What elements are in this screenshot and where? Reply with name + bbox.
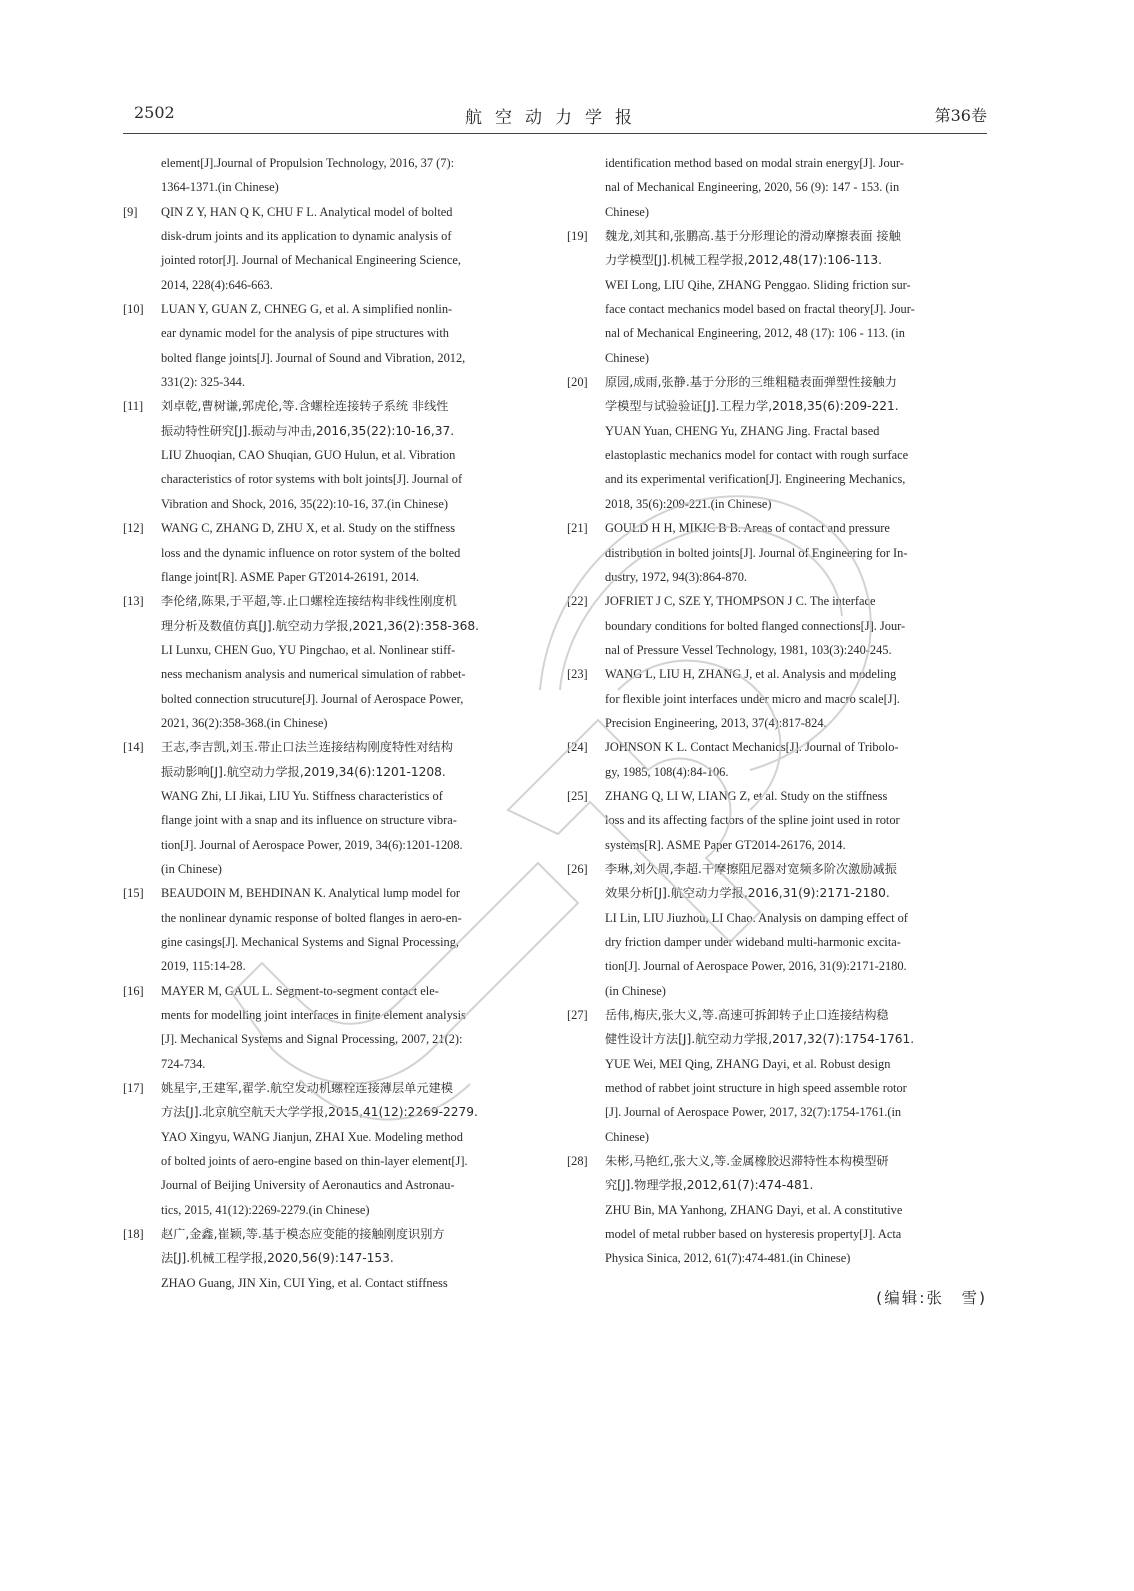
reference-number: [23]	[567, 667, 588, 682]
reference-text: 振动特性研究[J].振动与冲击,2016,35(22):10-16,37.	[161, 423, 455, 438]
reference-text: 李伦绪,陈果,于平超,等.止口螺栓连接结构非线性刚度机	[161, 594, 457, 609]
reference-number: [12]	[123, 521, 144, 536]
reference-text: [J]. Mechanical Systems and Signal Processing, 2007, 21(2):	[161, 1032, 463, 1047]
reference-line	[123, 1173, 553, 1197]
reference-line	[567, 467, 997, 491]
reference-text: distribution in bolted joints[J]. Journal of Engineering for In-	[605, 545, 908, 560]
reference-text: WANG Zhi, LI Jikai, LIU Yu. Stiffness characteristics of	[161, 788, 443, 803]
reference-text: 原园,成雨,张静.基于分形的三维粗糙表面弹塑性接触力	[605, 375, 897, 390]
reference-text: and its experimental verification[J]. Engineering Mechanics,	[605, 472, 906, 487]
reference-line	[123, 346, 553, 370]
reference-text: WEI Long, LIU Qihe, ZHANG Penggao. Sliding friction sur-	[605, 277, 911, 292]
reference-text: 效果分析[J].航空动力学报,2016,31(9):2171-2180.	[605, 886, 890, 901]
reference-line	[567, 1076, 997, 1100]
reference-text: Vibration and Shock, 2016, 35(22):10-16, 37.(in Chinese)	[161, 496, 448, 511]
reference-line	[567, 248, 997, 272]
editor-note: (编辑:张 雪)	[876, 1289, 987, 1307]
reference-text: element[J].Journal of Propulsion Technology, 2016, 37 (7):	[161, 156, 455, 170]
reference-text: of bolted joints of aero-engine based on thin-layer element[J].	[161, 1154, 468, 1169]
reference-number: [27]	[567, 1008, 588, 1023]
reference-line	[123, 516, 553, 540]
reference-number: [10]	[123, 302, 144, 317]
reference-text: JOFRIET J C, SZE Y, THOMPSON J C. The interface	[605, 594, 876, 609]
reference-text: gy, 1985, 108(4):84-106.	[605, 764, 729, 779]
reference-text: (in Chinese)	[605, 983, 666, 998]
reference-line	[123, 711, 553, 735]
reference-text: flange joint with a snap and its influence on structure vibra-	[161, 813, 457, 828]
reference-text: loss and the dynamic influence on rotor system of the bolted	[161, 545, 461, 560]
reference-line	[123, 297, 553, 321]
reference-line	[567, 614, 997, 638]
reference-text: 724-734.	[161, 1056, 206, 1071]
reference-line	[123, 467, 553, 491]
reference-number: [18]	[123, 1227, 144, 1242]
reference-text: 2014, 228(4):646-663.	[161, 277, 273, 292]
reference-line	[123, 248, 553, 272]
reference-text: elastoplastic mechanics model for contact with rough surface	[605, 448, 909, 463]
reference-line	[123, 200, 553, 224]
reference-line	[567, 954, 997, 978]
reference-text: JOHNSON K L. Contact Mechanics[J]. Journal of Tribolo-	[605, 740, 899, 755]
reference-line	[123, 1052, 553, 1076]
reference-text: 2019, 115:14-28.	[161, 959, 246, 974]
reference-line	[567, 273, 997, 297]
reference-line	[567, 1149, 997, 1173]
reference-text: 2018, 35(6):209-221.(in Chinese)	[605, 496, 772, 511]
reference-line	[567, 1100, 997, 1124]
reference-text: GOULD H H, MIKIC B B. Areas of contact and pressure	[605, 521, 890, 536]
reference-number: [19]	[567, 229, 588, 244]
reference-text: 岳伟,梅庆,张大义,等.高速可拆卸转子止口连接结构稳	[605, 1008, 889, 1023]
reference-line	[567, 1222, 997, 1246]
reference-line	[567, 297, 997, 321]
reference-line	[567, 687, 997, 711]
reference-line	[123, 1271, 553, 1295]
reference-line	[123, 1003, 553, 1027]
reference-line	[567, 1173, 997, 1197]
reference-text: gine casings[J]. Mechanical Systems and Signal Processing,	[161, 935, 460, 949]
reference-line	[567, 1125, 997, 1149]
reference-number: [20]	[567, 375, 588, 390]
reference-number: [13]	[123, 594, 144, 609]
reference-line	[123, 930, 553, 954]
reference-text: LI Lunxu, CHEN Guo, YU Pingchao, et al. Nonlinear stiff-	[161, 642, 456, 657]
reference-number: [24]	[567, 740, 588, 755]
reference-line	[567, 1246, 997, 1270]
reference-text: QIN Z Y, HAN Q K, CHU F L. Analytical model of bolted	[161, 204, 453, 219]
reference-line	[567, 1027, 997, 1051]
reference-text: Physica Sinica, 2012, 61(7):474-481.(in Chinese)	[605, 1251, 851, 1266]
reference-line	[123, 224, 553, 248]
reference-text: 1364-1371.(in Chinese)	[161, 180, 279, 195]
reference-text: 2021, 36(2):358-368.(in Chinese)	[161, 715, 328, 730]
reference-line	[567, 394, 997, 418]
reference-line	[123, 614, 553, 638]
reference-line	[567, 735, 997, 759]
reference-number: [15]	[123, 886, 144, 901]
reference-text: ZHANG Q, LI W, LIANG Z, et al. Study on the stiffness	[605, 788, 888, 803]
reference-text: dustry, 1972, 94(3):864-870.	[605, 569, 748, 584]
reference-text: 方法[J].北京航空航天大学学报,2015,41(12):2269-2279.	[161, 1105, 478, 1120]
reference-text: for flexible joint interfaces under micro and macro scale[J].	[605, 691, 900, 706]
reference-text: disk-drum joints and its application to dynamic analysis of	[161, 229, 452, 244]
reference-text: bolted connection strucuture[J]. Journal of Aerospace Power,	[161, 691, 464, 706]
reference-number: [25]	[567, 788, 588, 803]
reference-number: [26]	[567, 861, 588, 876]
reference-text: 理分析及数值仿真[J].航空动力学报,2021,36(2):358-368.	[161, 618, 480, 633]
reference-line	[567, 516, 997, 540]
reference-text: WANG C, ZHANG D, ZHU X, et al. Study on the stiffness	[161, 521, 456, 536]
reference-line	[123, 808, 553, 832]
reference-text: Chinese)	[605, 350, 650, 365]
reference-text: Chinese)	[605, 204, 650, 219]
reference-text: identification method based on modal strain energy[J]. Jour-	[605, 156, 904, 170]
reference-line	[567, 784, 997, 808]
reference-text: tion[J]. Journal of Aerospace Power, 2019, 34(6):1201-1208.	[161, 837, 463, 852]
reference-text: ZHAO Guang, JIN Xin, CUI Ying, et al. Contact stiffness	[161, 1275, 448, 1290]
reference-line	[567, 443, 997, 467]
reference-line	[123, 1246, 553, 1270]
reference-line	[123, 175, 553, 199]
reference-text: nal of Pressure Vessel Technology, 1981, 103(3):240-245.	[605, 642, 892, 657]
reference-text: 姚星宇,王建军,翟学.航空发动机螺栓连接薄层单元建模	[161, 1081, 453, 1096]
reference-line	[567, 1198, 997, 1222]
reference-text: [J]. Journal of Aerospace Power, 2017, 32(7):1754-1761.(in	[605, 1105, 902, 1120]
reference-line	[567, 589, 997, 613]
reference-line	[123, 784, 553, 808]
reference-text: 朱彬,马艳红,张大义,等.金属橡胶迟滞特性本构模型研	[605, 1154, 889, 1169]
reference-text: systems[R]. ASME Paper GT2014-26176, 2014.	[605, 837, 846, 852]
reference-line	[123, 979, 553, 1003]
reference-line	[123, 565, 553, 589]
reference-text: Chinese)	[605, 1129, 650, 1144]
reference-line	[123, 857, 553, 881]
reference-line	[567, 930, 997, 954]
reference-line	[123, 394, 553, 418]
reference-line	[123, 662, 553, 686]
reference-text: Journal of Beijing University of Aeronautics and Astronau-	[161, 1178, 455, 1193]
reference-line	[123, 1076, 553, 1100]
reference-line	[567, 979, 997, 1003]
reference-text: ness mechanism analysis and numerical simulation of rabbet-	[161, 667, 466, 682]
reference-line	[567, 711, 997, 735]
reference-line	[123, 151, 553, 175]
reference-line	[123, 1100, 553, 1124]
reference-line	[567, 492, 997, 516]
header-rule	[123, 133, 987, 134]
reference-text: YUAN Yuan, CHENG Yu, ZHANG Jing. Fractal based	[605, 423, 880, 438]
reference-text: method of rabbet joint structure in high speed assemble rotor	[605, 1081, 907, 1096]
reference-line	[123, 492, 553, 516]
reference-line	[123, 370, 553, 394]
reference-line	[123, 687, 553, 711]
reference-line	[567, 808, 997, 832]
reference-text: face contact mechanics model based on fractal theory[J]. Jour-	[605, 302, 915, 317]
reference-line	[567, 321, 997, 345]
reference-text: nal of Mechanical Engineering, 2012, 48 (17): 106 - 113. (in	[605, 326, 905, 341]
reference-text: 学模型与试验验证[J].工程力学,2018,35(6):209-221.	[605, 399, 899, 414]
reference-text: 331(2): 325-344.	[161, 375, 245, 390]
reference-line	[567, 857, 997, 881]
reference-line	[123, 419, 553, 443]
reference-line	[567, 1052, 997, 1076]
reference-text: ments for modelling joint interfaces in finite element analysis	[161, 1008, 466, 1023]
reference-line	[123, 589, 553, 613]
reference-text: 振动影响[J].航空动力学报,2019,34(6):1201-1208.	[161, 764, 446, 779]
reference-line	[567, 1003, 997, 1027]
reference-line	[123, 638, 553, 662]
reference-line	[567, 760, 997, 784]
reference-text: boundary conditions for bolted flanged connections[J]. Jour-	[605, 618, 906, 633]
reference-line	[123, 833, 553, 857]
reference-text: tion[J]. Journal of Aerospace Power, 2016, 31(9):2171-2180.	[605, 959, 907, 974]
reference-text: ZHU Bin, MA Yanhong, ZHANG Dayi, et al. A constitutive	[605, 1202, 903, 1217]
reference-text: Precision Engineering, 2013, 37(4):817-824.	[605, 715, 827, 730]
reference-line	[123, 1149, 553, 1173]
references-left-column	[123, 151, 553, 1295]
reference-text: 赵广,金鑫,崔颖,等.基于模态应变能的接触刚度识别方	[161, 1227, 445, 1242]
reference-text: YAO Xingyu, WANG Jianjun, ZHAI Xue. Modeling method	[161, 1129, 463, 1144]
reference-text: bolted flange joints[J]. Journal of Sound and Vibration, 2012,	[161, 350, 466, 365]
reference-number: [17]	[123, 1081, 144, 1096]
reference-line	[567, 565, 997, 589]
reference-number: [9]	[123, 204, 138, 219]
reference-text: ear dynamic model for the analysis of pipe structures with	[161, 326, 449, 341]
reference-text: MAYER M, GAUL L. Segment-to-segment contact ele-	[161, 983, 439, 998]
reference-line	[567, 175, 997, 199]
references-right-column	[567, 151, 997, 1271]
reference-line	[123, 321, 553, 345]
reference-number: [22]	[567, 594, 588, 609]
reference-text: LIU Zhuoqian, CAO Shuqian, GUO Hulun, et al. Vibration	[161, 448, 456, 463]
reference-text: characteristics of rotor systems with bolt joints[J]. Journal of	[161, 472, 463, 487]
reference-line	[567, 833, 997, 857]
reference-line	[567, 419, 997, 443]
reference-line	[123, 881, 553, 905]
reference-text: nal of Mechanical Engineering, 2020, 56 (9): 147 - 153. (in	[605, 180, 900, 195]
journal-title: 航空动力学报	[465, 108, 645, 128]
reference-number: [14]	[123, 740, 144, 755]
reference-text: tics, 2015, 41(12):2269-2279.(in Chinese)	[161, 1202, 370, 1217]
reference-line	[123, 760, 553, 784]
reference-text: 王志,李吉凯,刘玉.带止口法兰连接结构刚度特性对结构	[161, 740, 453, 755]
reference-line	[123, 443, 553, 467]
reference-text: (in Chinese)	[161, 861, 222, 876]
reference-number: [28]	[567, 1154, 588, 1169]
reference-text: 法[J].机械工程学报,2020,56(9):147-153.	[161, 1251, 394, 1266]
reference-line	[567, 906, 997, 930]
reference-line	[567, 638, 997, 662]
reference-line	[123, 954, 553, 978]
reference-text: LUAN Y, GUAN Z, CHNEG G, et al. A simplified nonlin-	[161, 302, 453, 317]
reference-line	[567, 224, 997, 248]
reference-text: WANG L, LIU H, ZHANG J, et al. Analysis and modeling	[605, 667, 897, 682]
reference-text: LI Lin, LIU Jiuzhou, LI Chao. Analysis on damping effect of	[605, 910, 908, 925]
reference-text: dry friction damper under wideband multi-harmonic excita-	[605, 935, 901, 949]
reference-text: 刘卓乾,曹树谦,郭虎伦,等.含螺栓连接转子系统 非线性	[161, 399, 449, 414]
volume-label: 第36卷	[934, 106, 987, 125]
page-header	[123, 103, 987, 131]
reference-text: model of metal rubber based on hysteresis property[J]. Acta	[605, 1227, 902, 1242]
reference-line	[567, 200, 997, 224]
reference-line	[123, 1198, 553, 1222]
reference-line	[123, 1222, 553, 1246]
reference-line	[567, 346, 997, 370]
reference-line	[567, 541, 997, 565]
reference-text: jointed rotor[J]. Journal of Mechanical Engineering Science,	[161, 253, 462, 268]
reference-text: flange joint[R]. ASME Paper GT2014-26191, 2014.	[161, 569, 420, 584]
reference-line	[123, 1027, 553, 1051]
reference-text: BEAUDOIN M, BEHDINAN K. Analytical lump model for	[161, 886, 461, 901]
reference-text: 力学模型[J].机械工程学报,2012,48(17):106-113.	[605, 253, 883, 268]
reference-line	[123, 541, 553, 565]
reference-text: YUE Wei, MEI Qing, ZHANG Dayi, et al. Robust design	[605, 1056, 891, 1071]
reference-number: [21]	[567, 521, 588, 536]
page-number: 2502	[134, 103, 175, 122]
reference-number: [16]	[123, 983, 144, 998]
reference-line	[123, 906, 553, 930]
reference-text: 魏龙,刘其和,张鹏高.基于分形理论的滑动摩擦表面 接触	[605, 229, 901, 244]
reference-line	[567, 370, 997, 394]
reference-text: 究[J].物理学报,2012,61(7):474-481.	[605, 1178, 814, 1193]
reference-line	[567, 881, 997, 905]
reference-number: [11]	[123, 399, 144, 414]
reference-text: loss and its affecting factors of the spline joint used in rotor	[605, 813, 900, 828]
reference-line	[123, 273, 553, 297]
reference-line	[123, 735, 553, 759]
reference-text: 健性设计方法[J].航空动力学报,2017,32(7):1754-1761.	[605, 1032, 915, 1047]
reference-text: the nonlinear dynamic response of bolted flanges in aero-en-	[161, 910, 462, 925]
reference-line	[567, 662, 997, 686]
reference-line	[567, 151, 997, 175]
reference-text: 李琳,刘久周,李超.干摩擦阻尼器对宽频多阶次激励减振	[605, 861, 897, 876]
reference-line	[123, 1125, 553, 1149]
